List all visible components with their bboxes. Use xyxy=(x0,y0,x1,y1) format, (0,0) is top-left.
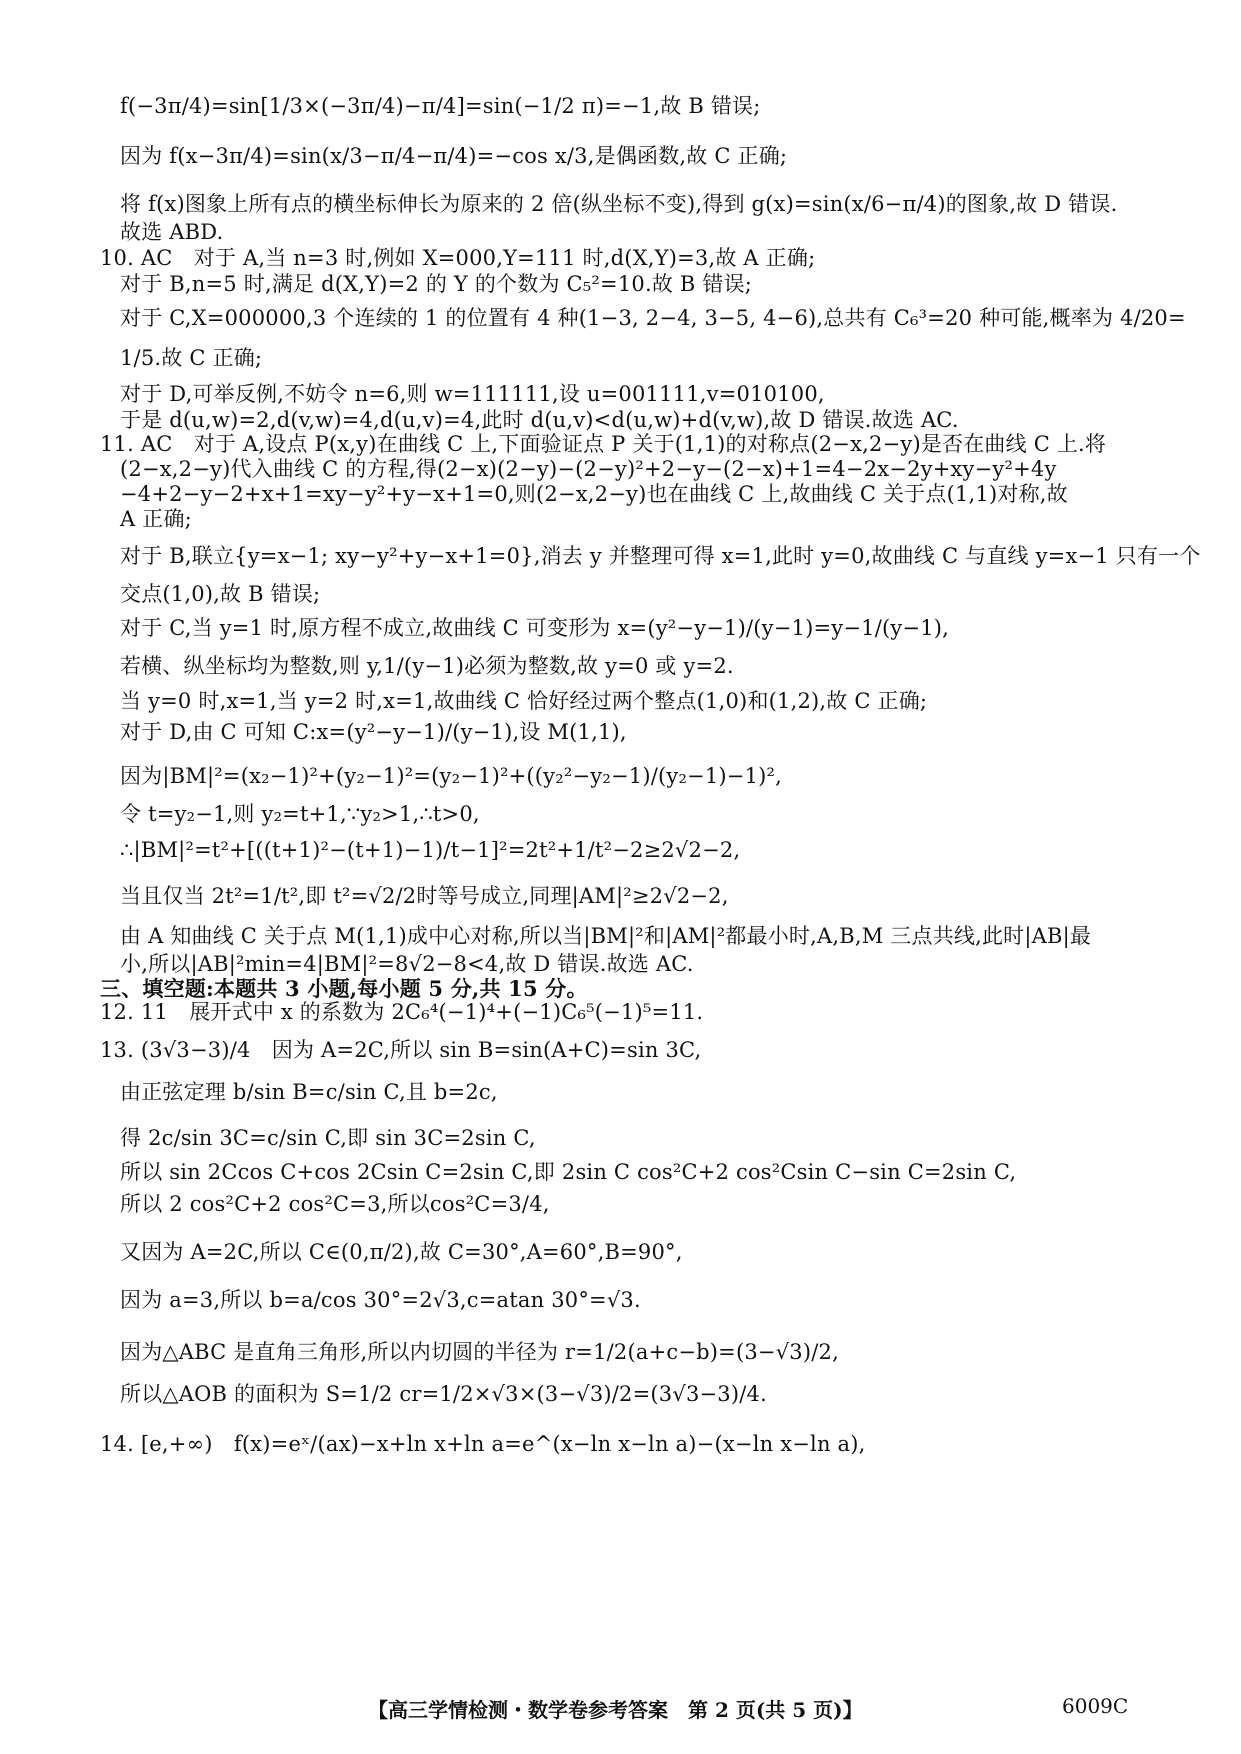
text-line: 由 A 知曲线 C 关于点 M(1,1)成中心对称,所以当|BM|²和|AM|²都最小时,A,B,M 三点共线,此时|AB|最 xyxy=(120,924,1092,948)
text-line: 对于 B,n=5 时,满足 d(X,Y)=2 的 Y 的个数为 C₅²=10.故 B 错误; xyxy=(120,272,753,296)
text-line: f(−3π/4)=sin[1/3×(−3π/4)−π/4]=sin(−1/2 π)=−1,故 B 错误; xyxy=(120,94,761,118)
text-line: 1/5.故 C 正确; xyxy=(120,346,263,370)
text-line: 将 f(x)图象上所有点的横坐标伸长为原来的 2 倍(纵坐标不变),得到 g(x)=sin(x/6−π/4)的图象,故 D 错误. xyxy=(120,192,1118,216)
text-line: 故选 ABD. xyxy=(120,220,224,244)
text-line: 对于 C,X=000000,3 个连续的 1 的位置有 4 种(1−3, 2−4, 3−5, 4−6),总共有 C₆³=20 种可能,概率为 4/20= xyxy=(120,306,1186,330)
text-line: 所以 sin 2Ccos C+cos 2Csin C=2sin C,即 2sin C cos²C+2 cos²Csin C−sin C=2sin C, xyxy=(120,1160,1017,1184)
text-line: ∴|BM|²=t²+[((t+1)²−(t+1)−1)/t−1]²=2t²+1/t²−2≥2√2−2, xyxy=(120,838,741,862)
text-line: 所以 2 cos²C+2 cos²C=3,所以cos²C=3/4, xyxy=(120,1192,550,1216)
text-line: 对于 C,当 y=1 时,原方程不成立,故曲线 C 可变形为 x=(y²−y−1)/(y−1)=y−1/(y−1), xyxy=(120,616,950,640)
footer-code: 6009C xyxy=(1062,1694,1129,1718)
text-line: 11. AC 对于 A,设点 P(x,y)在曲线 C 上,下面验证点 P 关于(1,1)的对称点(2−x,2−y)是否在曲线 C 上.将 xyxy=(100,432,1107,456)
text-line: (2−x,2−y)代入曲线 C 的方程,得(2−x)(2−y)−(2−y)²+2−y−(2−x)+1=4−2x−2y+xy−y²+4y xyxy=(120,457,1057,481)
text-line: 当 y=0 时,x=1,当 y=2 时,x=1,故曲线 C 恰好经过两个整点(1,0)和(1,2),故 C 正确; xyxy=(120,689,928,713)
text-line: 对于 D,可举反例,不妨令 n=6,则 w=111111,设 u=001111,v=010100, xyxy=(120,382,825,406)
text-line: 因为 a=3,所以 b=a/cos 30°=2√3,c=atan 30°=√3. xyxy=(120,1288,641,1312)
text-line: 得 2c/sin 3C=c/sin C,即 sin 3C=2sin C, xyxy=(120,1126,536,1150)
text-line: A 正确; xyxy=(120,507,192,531)
text-line: 因为△ABC 是直角三角形,所以内切圆的半径为 r=1/2(a+c−b)=(3−√3)/2, xyxy=(120,1340,839,1364)
text-line: 小,所以|AB|²min=4|BM|²=8√2−8<4,故 D 错误.故选 AC. xyxy=(120,952,694,976)
text-line: 因为 f(x−3π/4)=sin(x/3−π/4−π/4)=−cos x/3,是偶函数,故 C 正确; xyxy=(120,144,788,168)
text-line: 对于 B,联立{y=x−1; xy−y²+y−x+1=0},消去 y 并整理可得 x=1,此时 y=0,故曲线 C 与直线 y=x−1 只有一个 xyxy=(120,544,1201,568)
text-line: 又因为 A=2C,所以 C∈(0,π/2),故 C=30°,A=60°,B=90°, xyxy=(120,1240,683,1264)
text-line: 交点(1,0),故 B 错误; xyxy=(120,582,321,606)
footer-title: 【高三学情检测・数学卷参考答案 第 2 页(共 5 页)】 xyxy=(368,1698,863,1722)
section-heading: 三、填空题:本题共 3 小题,每小题 5 分,共 15 分。 xyxy=(100,976,588,1001)
text-line: 12. 11 展开式中 x 的系数为 2C₆⁴(−1)⁴+(−1)C₆⁵(−1)⁵=11. xyxy=(100,1000,704,1024)
text-line: 14. [e,+∞) f(x)=eˣ/(ax)−x+ln x+ln a=e^(x−ln x−ln a)−(x−ln x−ln a), xyxy=(100,1432,866,1456)
text-line: 13. (3√3−3)/4 因为 A=2C,所以 sin B=sin(A+C)=sin 3C, xyxy=(100,1038,702,1062)
text-line: 若横、纵坐标均为整数,则 y,1/(y−1)必须为整数,故 y=0 或 y=2. xyxy=(120,654,734,678)
text-line: 由正弦定理 b/sin B=c/sin C,且 b=2c, xyxy=(120,1080,498,1104)
text-line: 于是 d(u,w)=2,d(v,w)=4,d(u,v)=4,此时 d(u,v)<d(u,w)+d(v,w),故 D 错误.故选 AC. xyxy=(120,408,959,432)
text-line: 令 t=y₂−1,则 y₂=t+1,∵y₂>1,∴t>0, xyxy=(120,802,480,826)
text-line: −4+2−y−2+x+1=xy−y²+y−x+1=0,则(2−x,2−y)也在曲线 C 上,故曲线 C 关于点(1,1)对称,故 xyxy=(120,482,1068,506)
text-line: 所以△AOB 的面积为 S=1/2 cr=1/2×√3×(3−√3)/2=(3√3−3)/4. xyxy=(120,1382,767,1406)
text-line: 10. AC 对于 A,当 n=3 时,例如 X=000,Y=111 时,d(X,Y)=3,故 A 正确; xyxy=(100,246,816,270)
text-line: 当且仅当 2t²=1/t²,即 t²=√2/2时等号成立,同理|AM|²≥2√2−2, xyxy=(120,884,729,908)
text-line: 对于 D,由 C 可知 C:x=(y²−y−1)/(y−1),设 M(1,1), xyxy=(120,720,627,744)
text-line: 因为|BM|²=(x₂−1)²+(y₂−1)²=(y₂−1)²+((y₂²−y₂−1)/(y₂−1)−1)², xyxy=(120,764,783,788)
